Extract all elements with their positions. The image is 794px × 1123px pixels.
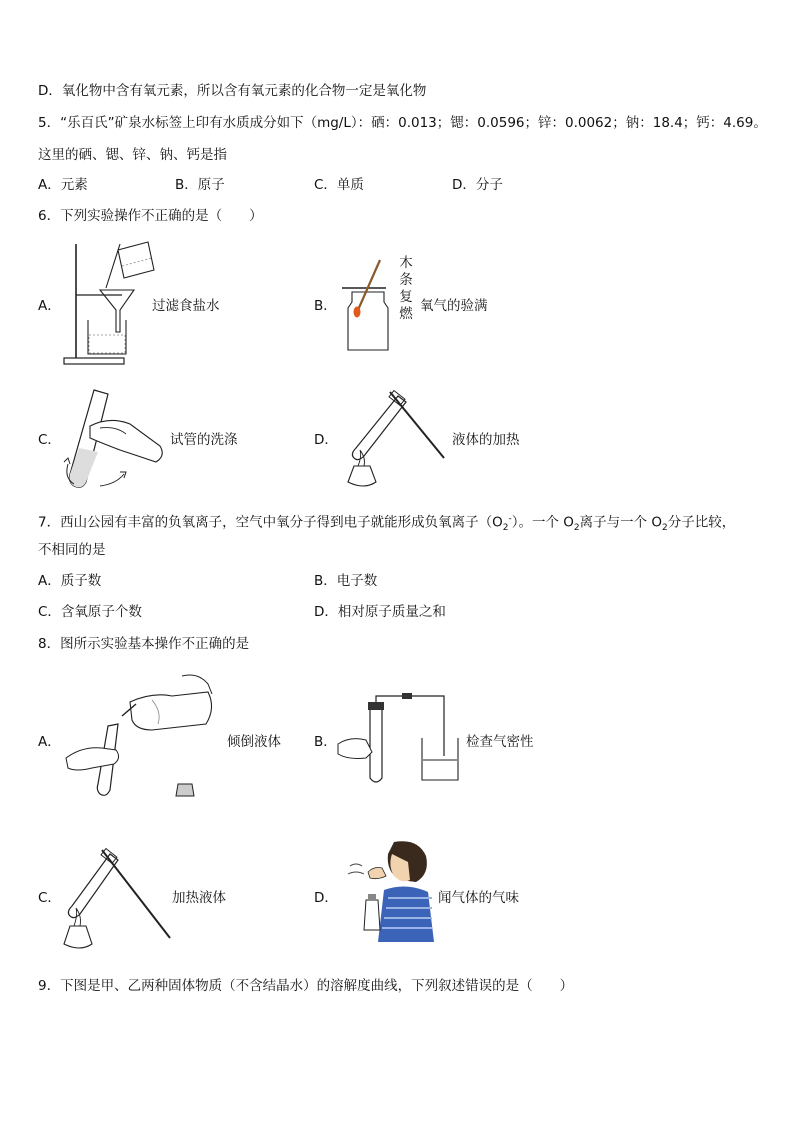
q7-stem-line2: 不相同的是: [38, 542, 106, 558]
q6-caption-d: 液体的加热: [452, 432, 520, 448]
q7-option-c: C．含氧原子个数: [38, 604, 142, 620]
q8-label-d: D．: [314, 890, 338, 906]
pouring-liquid-figure: [62, 672, 222, 802]
q7-stem-part1: 7．西山公园有丰富的负氧离子，空气中氧分子得到电子就能形成负氧离子（O: [38, 514, 503, 531]
oxygen-test-figure: [340, 258, 400, 354]
stick-char-4: 燃: [399, 306, 413, 322]
q5-option-b: B．原子: [175, 177, 225, 193]
q7-stem-part3: 离子与一个 O: [579, 514, 663, 531]
q6-label-d: D．: [314, 432, 338, 448]
q8-stem: 8．图所示实验基本操作不正确的是: [38, 636, 250, 652]
q5-option-a: A．元素: [38, 177, 88, 193]
q6-caption-a: 过滤食盐水: [152, 298, 220, 314]
q7-stem-part2: ）。一个 O: [511, 514, 574, 531]
q6-caption-c: 试管的洗涤: [170, 432, 238, 448]
filtration-figure: [60, 240, 160, 368]
q9-stem: 9．下图是甲、乙两种固体物质（不含结晶水）的溶解度曲线，下列叙述错误的是（ ）: [38, 978, 574, 994]
airtightness-figure: [336, 692, 466, 792]
q7-option-d: D．相对原子质量之和: [314, 604, 446, 620]
q6-stem: 6．下列实验操作不正确的是（ ）: [38, 208, 263, 224]
q7-option-a: A．质子数: [38, 573, 102, 589]
smelling-gas-figure: [344, 836, 436, 942]
q6-caption-b: 氧气的验满: [420, 298, 488, 314]
q8-caption-c: 加热液体: [172, 890, 226, 906]
q7-stem-part4: 分子比较，: [667, 514, 736, 531]
q8-caption-d: 闻气体的气味: [438, 890, 519, 906]
q7-stem-line1: [38, 510, 735, 537]
tube-washing-figure: [60, 386, 170, 492]
q6-label-a: A．: [38, 298, 61, 314]
q5-option-d: D．分子: [452, 177, 503, 193]
q8-label-a: A．: [38, 734, 61, 750]
q8-label-b: B．: [314, 734, 337, 750]
stick-char-2: 条: [399, 272, 413, 288]
q5-option-c: C．单质: [314, 177, 364, 193]
q7-sub-2b: 2: [573, 523, 580, 534]
heating-liquid-figure: [58, 842, 178, 956]
q7-sub-2a: 2: [502, 523, 509, 534]
q7-sub-2c: 2: [662, 523, 668, 534]
stick-char-1: 木: [399, 255, 413, 271]
stick-char-3: 复: [399, 289, 413, 305]
q5-stem-line1: 5．“乐百氏”矿泉水标签上印有水质成分如下（mg/L）：硒：0.013；锶：0.0596；锌：0.0062；钠：18.4；钙：4.69。: [38, 115, 767, 131]
q4-option-d: D．氧化物中含有氧元素，所以含有氧元素的化合物一定是氧化物: [38, 83, 427, 99]
q8-caption-b: 检查气密性: [466, 734, 534, 750]
q8-label-c: C．: [38, 890, 61, 906]
q8-caption-a: 倾倒液体: [227, 734, 281, 750]
q5-stem-line2: 这里的硒、锶、锌、钠、钙是指: [38, 147, 227, 163]
q6-stick-text: [398, 255, 414, 323]
q6-label-b: B．: [314, 298, 337, 314]
q7-sup-minus: -: [508, 514, 512, 524]
q6-label-c: C．: [38, 432, 61, 448]
q7-option-b: B．电子数: [314, 573, 378, 589]
liquid-heating-figure: [340, 386, 450, 494]
